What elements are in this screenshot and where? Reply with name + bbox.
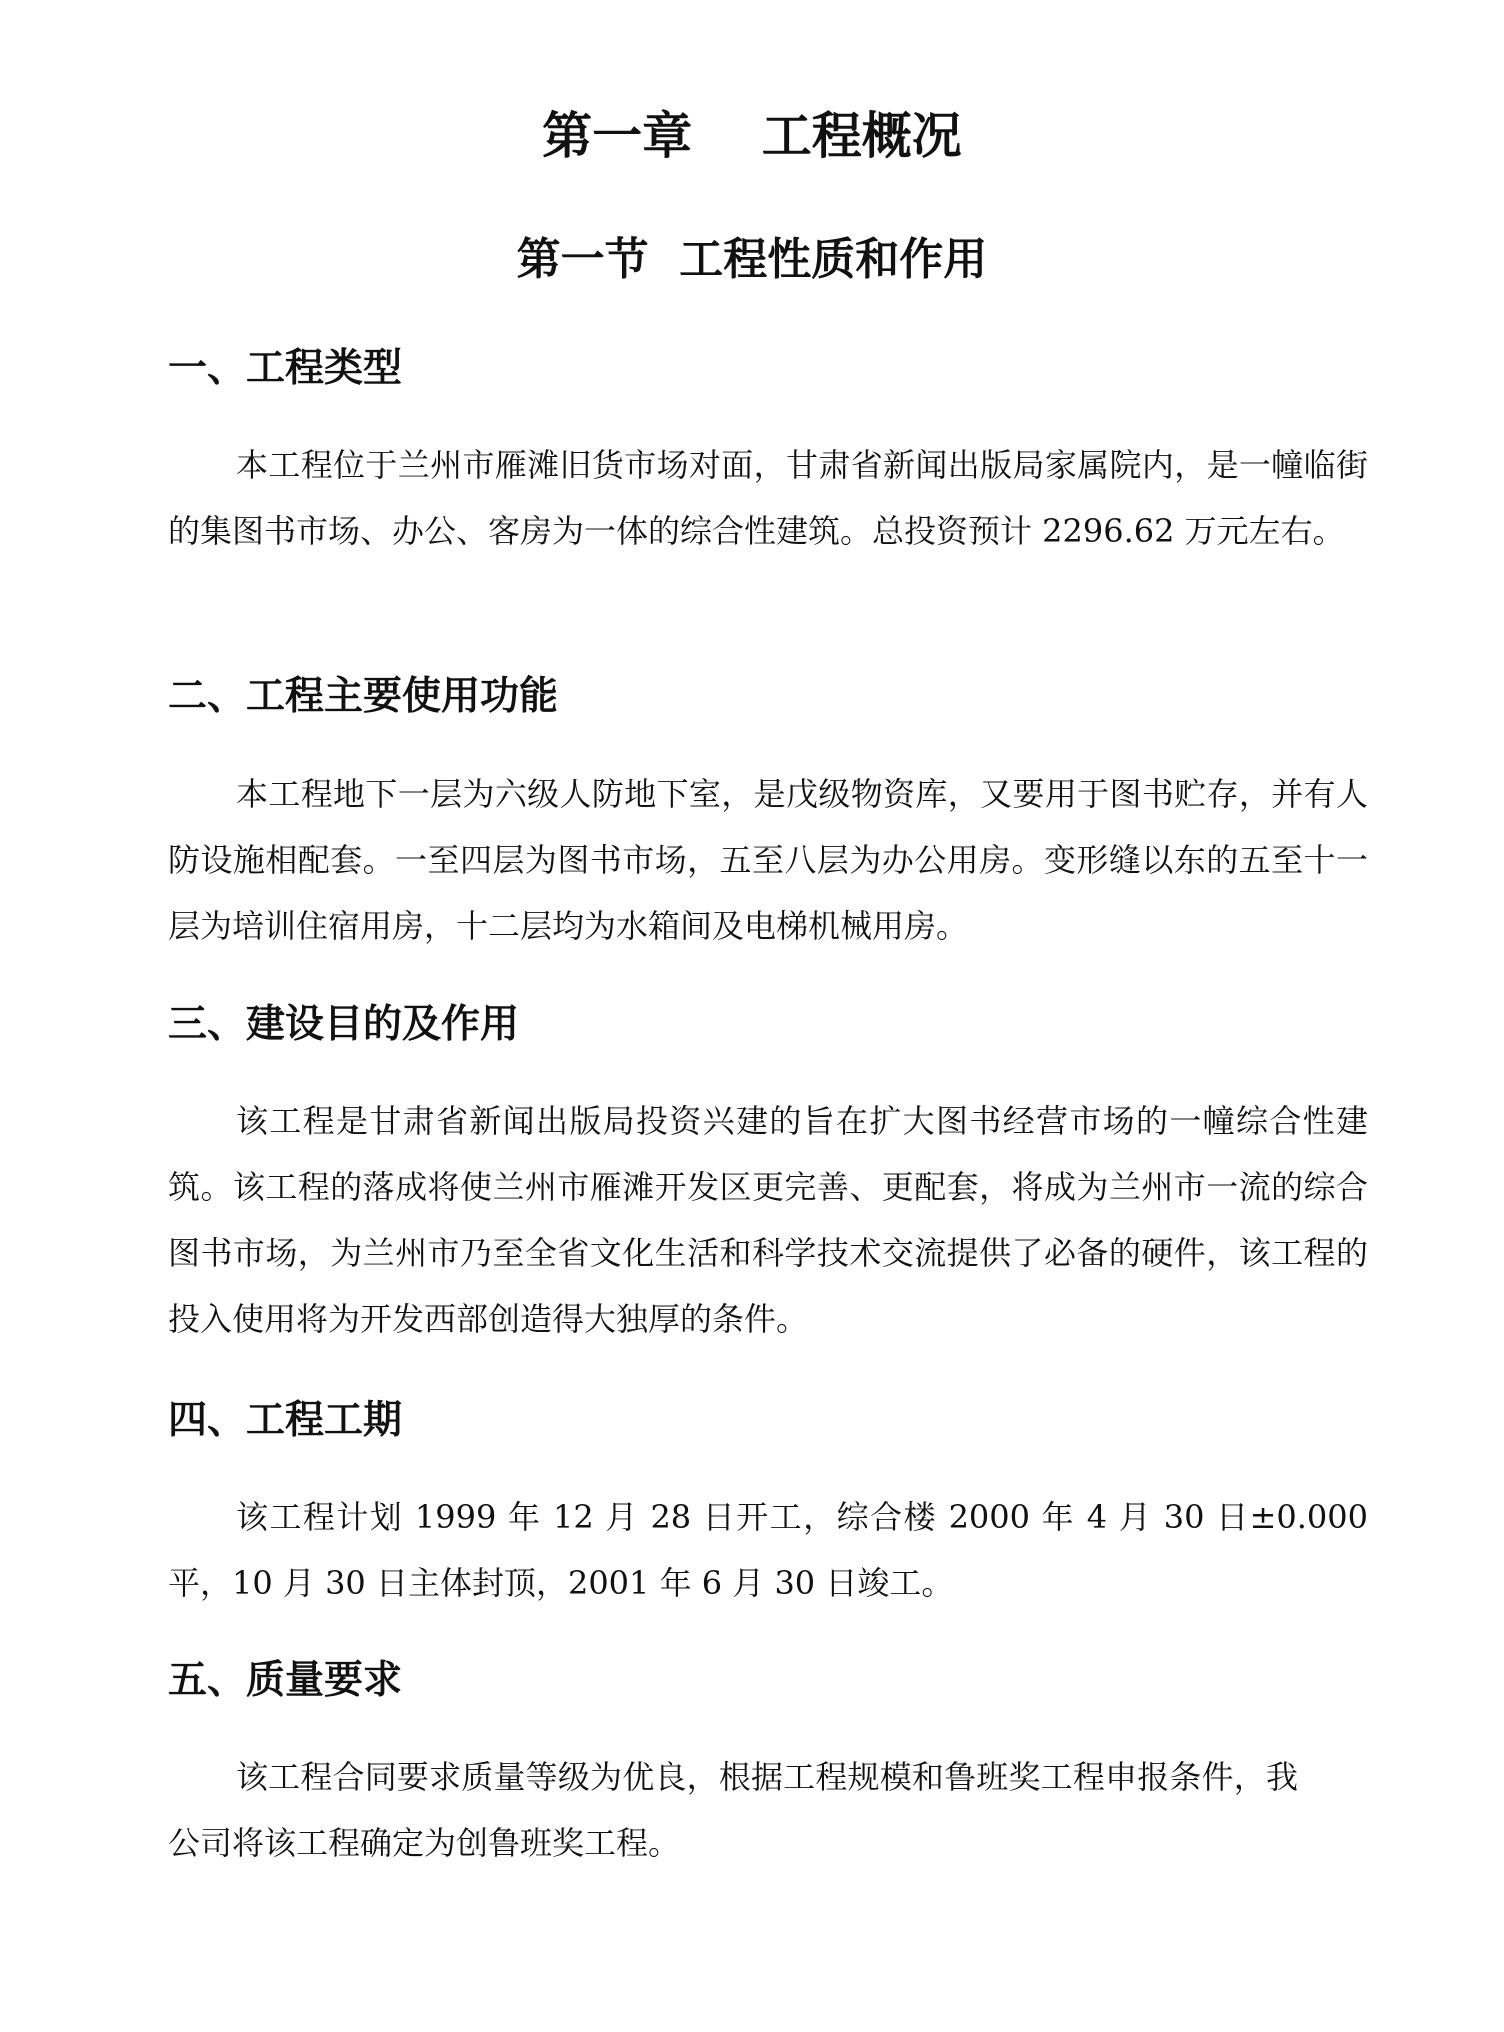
paragraph-project-type: 本工程位于兰州市雁滩旧货市场对面，甘肃省新闻出版局家属院内，是一幢临街的集图书市场、办公、客房为一体的综合性建筑。总投资预计 2296.62 万元左右。 (168, 446, 1368, 550)
section-title: 第一节 工程性质和作用 (516, 234, 988, 285)
chapter-title: 第一章 工程概况 (542, 107, 962, 165)
paragraph-schedule: 该工程计划 1999 年 12 月 28 日开工，综合楼 2000 年 4 月 30 日±0.000 平，10 月 30 日主体封顶，2001 年 6 月 30 日竣工。 (168, 1498, 1368, 1602)
paragraph-purpose: 该工程是甘肃省新闻出版局投资兴建的旨在扩大图书经营市场的一幢综合性建筑。该工程的落成将使兰州市雁滩开发区更完善、更配套，将成为兰州市一流的综合图书市场，为兰州市乃至全省文化生活和科学技术交流提供了必备的硬件，该工程的投入使用将为开发西部创造得大独厚的条件。 (168, 1102, 1368, 1338)
heading-quality: 五、质量要求 (168, 1657, 403, 1703)
paragraph-main-functions: 本工程地下一层为六级人防地下室，是戊级物资库，又要用于图书贮存，并有人防设施相配套。一至四层为图书市场，五至八层为办公用房。变形缝以东的五至十一层为培训住宿用房，十二层均为水箱间及电梯机械用房。 (168, 775, 1368, 945)
heading-schedule: 四、工程工期 (168, 1397, 403, 1443)
heading-main-functions: 二、工程主要使用功能 (168, 673, 559, 719)
heading-purpose: 三、建设目的及作用 (168, 1001, 520, 1047)
heading-project-type: 一、工程类型 (168, 345, 403, 391)
paragraph-quality: 该工程合同要求质量等级为优良，根据工程规模和鲁班奖工程申报条件，我公司将该工程确定为创鲁班奖工程。 (168, 1758, 1298, 1862)
